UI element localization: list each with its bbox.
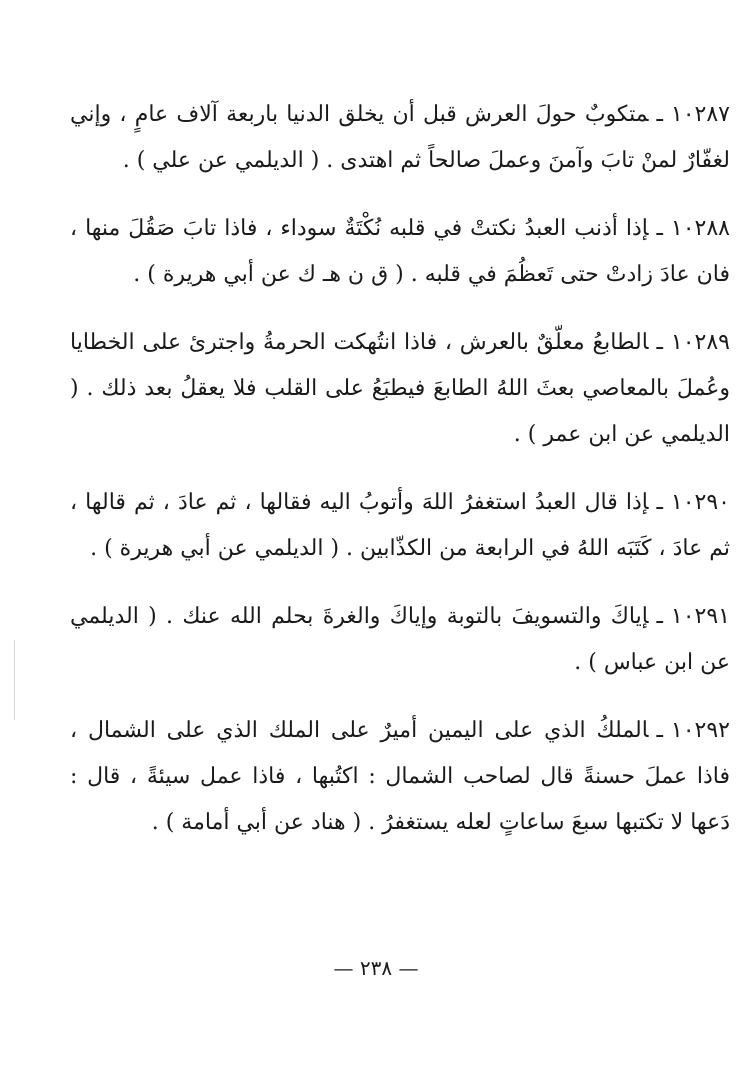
entry-text: متكوبٌ حولَ العرش قبل أن يخلق الدنيا باربعة آلاف عامٍ ، وإني لغفّارٌ لمنْ تابَ وآمنَ وعملَ صالحاً ثم اهتدى . ( الديلمي عن علي ) .: [70, 102, 730, 173]
entry-text: الملكُ الذي على اليمين أميرٌ على الملك الذي على الشمال ، فاذا عملَ حسنةً قال لصاحب الشمال : اكتُبها ، فاذا عمل سيئةً ، قال : دَعها لا تكتبها سبعَ ساعاتٍ لعله يستغفرُ . ( هناد عن أبي أمامة ) .: [70, 718, 730, 835]
entry-text: إذا قال العبدُ استغفرُ اللهَ وأتوبُ اليه فقالها ، ثم عادَ ، ثم قالها ، ثم عادَ ، كَتَبَه اللهُ في الرابعة من الكذّابين . ( الديلمي عن أبي هريرة ) .: [70, 490, 730, 561]
entry-number: ١٠٢٩١: [670, 604, 730, 629]
hadith-entry-10289: [70, 320, 730, 458]
entry-number: ١٠٢٨٩: [670, 330, 730, 355]
entry-dash: ـ: [656, 718, 663, 743]
entry-dash: ـ: [656, 490, 663, 515]
entry-dash: ـ: [656, 102, 663, 127]
page-number: — ٢٣٨ —: [333, 956, 419, 980]
entry-text: إذا أذنب العبدُ نكتتْ في قلبه نُكْتَةٌ سوداء ، فاذا تابَ صَقُلَ منها ، فان عادَ زادتْ حتى تَعظُمَ في قلبه . ( ق ن هـ ك عن أبي هريرة ) .: [70, 216, 730, 287]
entry-text: الطابعُ معلّقٌ بالعرش ، فاذا انتُهكت الحرمةُ واجترئ على الخطايا وعُملَ بالمعاصي بعثَ اللهُ الطابعَ فيطبَعُ على القلب فلا يعقلُ بعد ذلك . ( الديلمي عن ابن عمر ) .: [70, 330, 730, 447]
entry-dash: ـ: [656, 330, 663, 355]
hadith-entry-10288: [70, 206, 730, 298]
entry-text: إياكَ والتسويفَ بالتوبة وإياكَ والغرةَ بحلم الله عنك . ( الديلمي عن ابن عباس ) .: [70, 604, 730, 675]
scan-margin-line: [14, 640, 15, 720]
entry-number: ١٠٢٨٨: [670, 216, 730, 241]
entry-number: ١٠٢٨٧: [670, 102, 730, 127]
hadith-entry-10292: [70, 708, 730, 846]
entry-number: ١٠٢٩٠: [670, 490, 730, 515]
document-body: [70, 92, 730, 868]
hadith-entry-10287: [70, 92, 730, 184]
entry-number: ١٠٢٩٢: [670, 718, 730, 743]
hadith-entry-10290: [70, 480, 730, 572]
entry-dash: ـ: [656, 604, 663, 629]
hadith-entry-10291: [70, 594, 730, 686]
entry-dash: ـ: [656, 216, 663, 241]
